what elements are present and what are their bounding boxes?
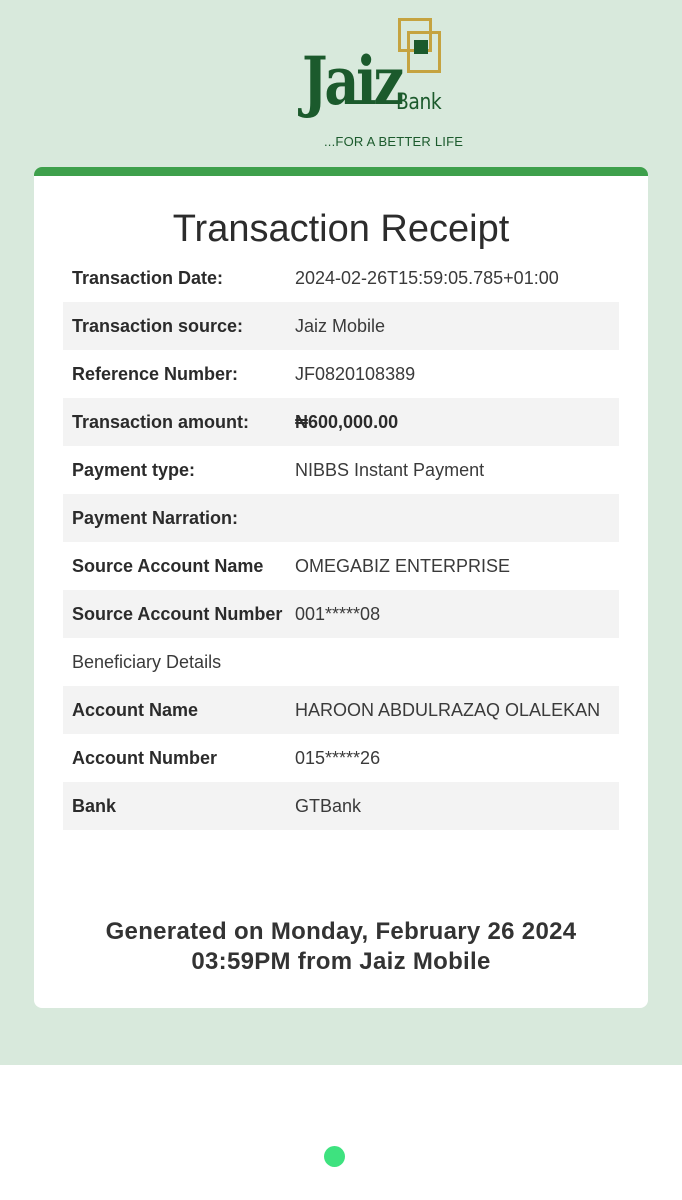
receipt-card [34, 167, 648, 1008]
receipt-title: Transaction Receipt [172, 208, 510, 250]
row-source-account-name [63, 542, 619, 590]
section-label: Beneficiary Details [72, 652, 222, 672]
row-label: Payment Narration: [72, 508, 239, 528]
section-beneficiary-details [63, 638, 619, 686]
row-label: Reference Number: [72, 364, 239, 384]
generated-line-1: Generated on Monday, February 26 2024 [105, 918, 577, 945]
row-value: 015*****26 [295, 748, 381, 768]
card-accent-bar [34, 167, 648, 176]
row-label: Bank [72, 796, 117, 816]
logo-sub: Bank [396, 90, 442, 115]
row-label: Transaction amount: [72, 412, 250, 432]
row-transaction-date [63, 254, 619, 302]
row-account-number [63, 734, 619, 782]
row-label: Transaction source: [72, 316, 244, 336]
generated-footer [34, 917, 648, 977]
row-account-name [63, 686, 619, 734]
row-value: ₦600,000.00 [295, 412, 399, 432]
row-value: 001*****08 [295, 604, 381, 624]
row-value: OMEGABIZ ENTERPRISE [295, 556, 511, 576]
logo-word: Jaiz [302, 42, 401, 120]
row-label: Transaction Date: [72, 268, 224, 288]
row-bank [63, 782, 619, 830]
row-value: 2024-02-26T15:59:05.785+01:00 [295, 268, 559, 288]
row-value: GTBank [295, 796, 362, 816]
row-reference-number [63, 350, 619, 398]
jaiz-bank-logo [300, 16, 464, 156]
row-label: Source Account Name [72, 556, 264, 576]
row-value: JF0820108389 [295, 364, 416, 384]
row-transaction-amount [63, 398, 619, 446]
row-transaction-source [63, 302, 619, 350]
row-label: Account Number [72, 748, 218, 768]
logo-square-inner [414, 40, 428, 54]
row-value: NIBBS Instant Payment [295, 460, 485, 480]
row-payment-type [63, 446, 619, 494]
row-label: Payment type: [72, 460, 196, 480]
row-value: Jaiz Mobile [295, 316, 386, 336]
row-value: HAROON ABDULRAZAQ OLALEKAN [295, 700, 601, 720]
row-source-account-number [63, 590, 619, 638]
logo-tagline: ...FOR A BETTER LIFE [324, 134, 464, 149]
row-label: Account Name [72, 700, 199, 720]
row-label: Source Account Number [72, 604, 283, 624]
row-payment-narration [63, 494, 619, 542]
status-dot-icon [324, 1146, 345, 1167]
generated-line-2: 03:59PM from Jaiz Mobile [191, 948, 491, 975]
receipt-rows [63, 254, 619, 830]
